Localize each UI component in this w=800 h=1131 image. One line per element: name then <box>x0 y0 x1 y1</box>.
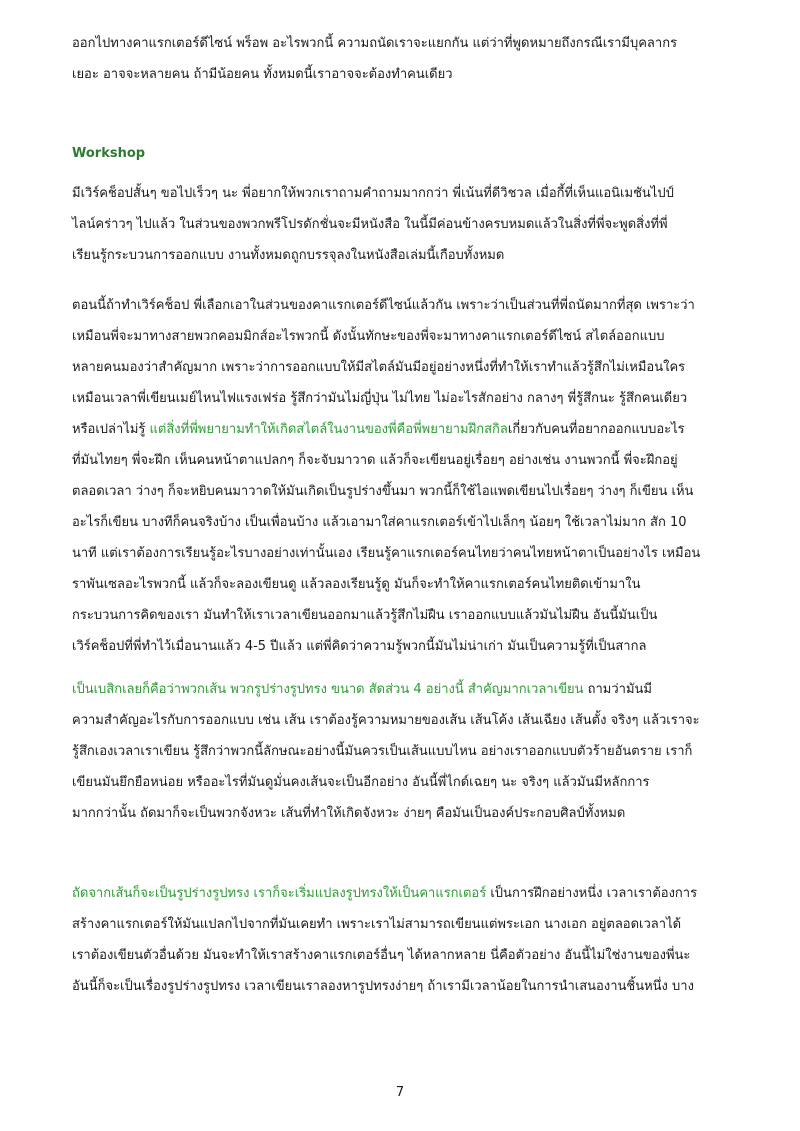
body-text-line: ออกไปทางคาแรกเตอร์ดีไซน์ พร็อพ อะไรพวกนี้ ความถนัดเราจะแยกกัน แต่ว่าที่พูดหมายถึงกรณีเรามีบุคลากร <box>72 36 678 51</box>
body-text: ตลอดเวลา ว่างๆ ก็จะหยิบคนมาวาดให้มันเกิดเป็นรูปร่างขึ้นมา พวกนี้ก็ใช้ไอแพดเขียนไปเรื่อยๆ ว่างๆ ก็เขียน เห็น <box>72 484 694 499</box>
body-text-line <box>72 577 640 593</box>
highlighted-text: แต่สิ่งที่พี่พยายามทำให้เกิดสไตล์ในงานของพี่คือพี่พยายามฝึกสกิล <box>149 422 508 437</box>
body-text-line <box>72 422 685 438</box>
body-text-line: เรียนรู้กระบวนการออกแบบ งานทั้งหมดถูกบรรจุลงในหนังสือเล่มนี้เกือบทั้งหมด <box>72 248 505 263</box>
body-text: มากกว่านั้น ถัดมาก็จะเป็นพวกจังหวะ เส้นที่ทำให้เกิดจังหวะ ง่ายๆ คือมันเป็นองค์ประกอบศิลป์ทั้งหมด <box>72 806 626 821</box>
body-text: สร้างคาแรกเตอร์ให้มันแปลกไปจากที่มันเคยทำ เพราะเราไม่สามารถเขียนแต่พระเอก นางเอก อยู่ตลอดเวลาได้ <box>72 917 682 932</box>
body-text-line <box>72 515 687 531</box>
body-text-line <box>72 917 681 933</box>
body-text-line <box>72 608 657 624</box>
body-text-line <box>72 298 695 314</box>
body-text-line <box>72 713 700 729</box>
body-text-line <box>72 979 694 995</box>
body-text-line <box>72 948 690 964</box>
body-text-line <box>72 886 697 902</box>
body-text: เหมือนเวลาพี่เขียนเมย์ไหนไฟแรงเฟร่อ รู้สึกว่ามันไม่ญี่ปุ่น ไม่ไทย ไม่อะไรสักอย่าง กลางๆ พี่รู้สึกนะ รู้สึกคนเดียว <box>72 391 688 406</box>
body-text: เป็นการฝึกอย่างหนึ่ง เวลาเราต้องการ <box>486 886 698 901</box>
body-text: นาที แต่เราต้องการเรียนรู้อะไรบางอย่างเท่านั้นเอง เรียนรู้คาแรกเตอร์คนไทยว่าคนไทยหน้าตาเป็นอย่างไร เหมือน <box>72 546 701 561</box>
highlighted-text: เป็นเบสิกเลยก็คือว่าพวกเส้น พวกรูปร่างรูปทรง ขนาด สัดส่วน 4 อย่างนี้ สำคัญมากเวลาเขียน <box>72 682 584 697</box>
body-text-line: ไลน์คร่าวๆ ไปแล้ว ในส่วนของพวกพรีโปรดักชั่นจะมีหนังสือ ในนี้มีค่อนข้างครบหมดแล้วในสิ่งที่พี่จะพูดสิ่งที่พี่ <box>72 217 668 232</box>
body-text-line <box>72 546 700 562</box>
body-text-line <box>72 360 685 376</box>
body-text: กระบวนการคิดของเรา มันทำให้เราเวลาเขียนออกมาแล้วรู้สึกไม่ฝืน เราออกแบบแล้วมันไม่ฝืน อันนี้มันเป็น <box>72 608 658 623</box>
body-text: เหมือนพี่จะมาทางสายพวกคอมมิกส์อะไรพวกนี้ ดังนั้นทักษะของพี่จะมาทางคาแรกเตอร์ดีไซน์ สไตล์ออกแบบ <box>72 329 665 344</box>
body-text: หลายคนมองว่าสำคัญมาก เพราะว่าการออกแบบให้มีสไตล์มันมีอยู่อย่างหนึ่งที่ทำให้เราทำแล้วรู้สึกไม่เหมือนใคร <box>72 360 686 375</box>
body-text-line <box>72 775 650 791</box>
body-text: อะไรก็เขียน บางทีก็คนจริงบ้าง เป็นเพื่อนบ้าง แล้วเอามาใส่คาแรกเตอร์เข้าไปเล็กๆ น้อยๆ ใช้เวลาไม่มาก สัก 10 <box>72 515 687 530</box>
body-text: ราพันเซลอะไรพวกนี้ แล้วก็จะลองเขียนดู แล้วลองเรียนรู้ดู มันก็จะทำให้คาแรกเตอร์คนไทยติดเข้ามาใน <box>72 577 641 592</box>
body-text-line <box>72 453 678 469</box>
body-text: เขียนมันยึกยือหน่อย หรืออะไรที่มันดูมั่นคงเส้นจะเป็นอีกอย่าง อันนี้พี่ไกด์เฉยๆ นะ จริงๆ แล้วมันมีหลักการ <box>72 775 650 790</box>
body-text-line <box>72 484 693 500</box>
body-text: อันนี้ก็จะเป็นเรื่องรูปร่างรูปทรง เวลาเขียนเราลองหารูปทรงง่ายๆ ถ้าเรามีเวลาน้อยในการนำเสนองานชิ้นหนึ่ง บาง <box>72 979 694 994</box>
page-number: 7 <box>395 1085 405 1100</box>
body-text-line <box>72 682 652 698</box>
body-text: เราต้องเขียนตัวอื่นด้วย มันจะทำให้เราสร้างคาแรกเตอร์อื่นๆ ได้หลากหลาย นี่คือตัวอย่าง อันนี้ไม่ใช่งานของพี่นะ <box>72 948 691 963</box>
body-text-line <box>72 744 692 760</box>
body-text: ถามว่ามันมี <box>583 682 652 697</box>
body-text-line <box>72 391 687 407</box>
body-text-line <box>72 639 646 655</box>
body-text: ตอนนี้ถ้าทำเวิร์คช็อป พี่เลือกเอาในส่วนของคาแรกเตอร์ดีไซน์แล้วกัน เพราะว่าเป็นส่วนที่พี่ถนัดมากที่สุด เพราะว่า <box>72 298 695 313</box>
body-text-line: เยอะ อาจจะหลายคน ถ้ามีน้อยคน ทั้งหมดนี้เราอาจจะต้องทำคนเดียว <box>72 67 453 82</box>
section-heading: Workshop <box>72 146 146 161</box>
body-text: เวิร์คช็อปที่พี่ทำไว้เมื่อนานแล้ว 4-5 ปีแล้ว แต่พี่คิดว่าความรู้พวกนี้มันไม่น่าเก่า มันเป็นความรู้ที่เป็นสากล <box>72 639 647 654</box>
body-text-line: มีเวิร์คช็อปสั้นๆ ขอไปเร็วๆ นะ พี่อยากให้พวกเราถามคำถามมากกว่า พี่เน้นที่ดีวิชวล เมื่อกี้ที่เห็นแอนิเมชันไปป์ <box>72 186 674 201</box>
highlighted-text: ถัดจากเส้นก็จะเป็นรูปร่างรูปทรง เราก็จะเริ่มแปลงรูปทรงให้เป็นคาแรกเตอร์ <box>72 886 487 901</box>
body-text: ความสำคัญอะไรกับการออกแบบ เช่น เส้น เราต้องรู้ความหมายของเส้น เส้นโค้ง เส้นเฉียง เส้นตั้ง จริงๆ แล้วเราจะ <box>72 713 700 728</box>
body-text-line <box>72 806 625 822</box>
body-text-line <box>72 329 664 345</box>
body-text: หรือเปล่าไม่รู้ <box>72 422 150 437</box>
body-text: รู้สึกเองเวลาเราเขียน รู้สึกว่าพวกนี้ลักษณะอย่างนี้มันควรเป็นเส้นแบบไหน อย่างเราออกแบบตัวร้ายอันตราย เราก็ <box>72 744 693 759</box>
body-text: ที่มันไทยๆ พี่จะฝึก เห็นคนหน้าตาแปลกๆ ก็จะจับมาวาด แล้วก็จะเขียนอยู่เรื่อยๆ อย่างเช่น งานพวกนี้ พี่จะฝึกอยู่ <box>72 453 678 468</box>
body-text: เกี่ยวกับคนที่อยากออกแบบอะไร <box>507 422 685 437</box>
